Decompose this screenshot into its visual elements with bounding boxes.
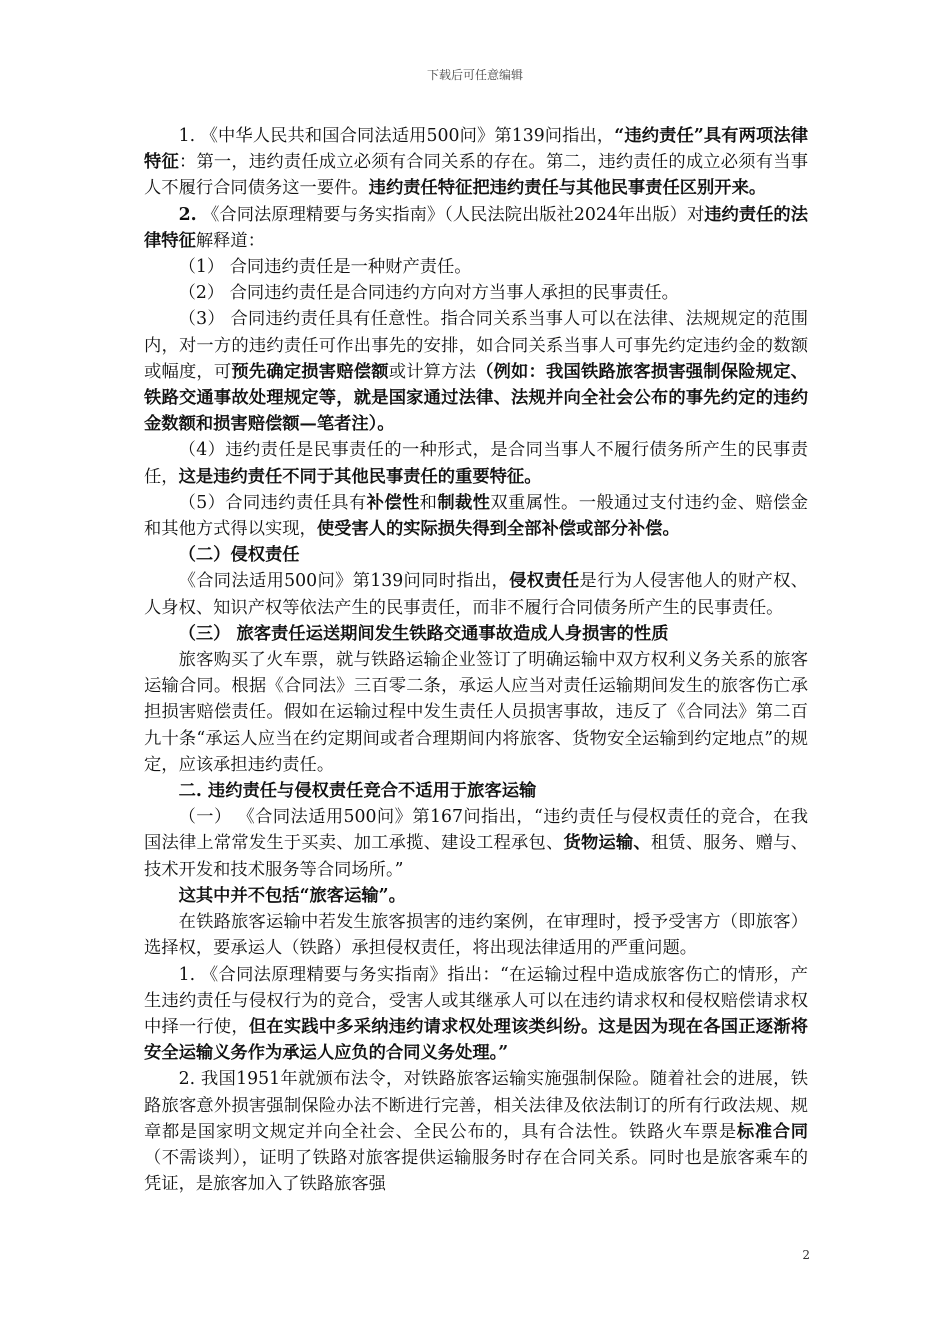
paragraph (144, 490, 808, 542)
text-run: （2） 合同违约责任是合同违约方向对方当事人承担的民事责任。 (178, 283, 679, 304)
paragraph (144, 123, 808, 202)
bold-text-run: 制裁性 (437, 492, 491, 513)
bold-text-run: 但在实践中多采纳违约请求权处理该类纠纷。这是因为现在各国正逐渐将安全运输义务作为承运人应负的合同义务处理。” (144, 1016, 808, 1064)
document-body (144, 123, 808, 1197)
page-header: 下载后可任意编辑 (426, 68, 523, 82)
bold-text-run: 这其中并不包括“旅客运输”。 (178, 885, 406, 906)
paragraph (144, 909, 808, 961)
text-run: 在铁路旅客运输中若发生旅客损害的违约案例，在审理时，授予受害方（即旅客）选择权，要承运人（铁路）承担侵权责任，将出现法律适用的严重问题。 (144, 912, 808, 959)
paragraph (144, 280, 808, 306)
paragraph (144, 883, 808, 909)
text-run: （1） 合同违约责任是一种财产责任。 (178, 257, 472, 278)
bold-text-run: 预先确定损害赔偿额 (231, 361, 389, 382)
text-run: （不需谈判），证明了铁路对旅客提供运输服务时存在合同关系。同时也是旅客乘车的凭证，是旅客加入了铁路旅客强 (144, 1147, 808, 1195)
bold-text-run: （例如：我国铁路旅客损害强制保险规定、铁路交通事故处理规定等，就是国家通过法律、法规并向全社会公布的事先约定的违约金数额和损害赔偿额—笔者注）。 (144, 361, 808, 435)
bold-text-run: 补偿性 (366, 492, 420, 513)
page-number: 2 (802, 1248, 810, 1262)
text-run: （5）合同违约责任具有 (178, 492, 367, 513)
text-run: （一） 《合同法适用500问》第167问指出，“违约责任与侵权责任的竞合，在我国法律上常常发生于买卖、加工承揽、建设工程承包、 (144, 807, 808, 854)
paragraph (144, 962, 808, 1067)
paragraph (144, 437, 808, 489)
bold-text-run: 标准合同 (736, 1121, 808, 1142)
bold-text-run: 货物运输、 (563, 833, 651, 854)
paragraph (144, 647, 808, 778)
text-run: 1. 《合同法原理精要与务实指南》指出：“在运输过程中造成旅客伤亡的情形，产生违约责任与侵权行为的竞合，受害人或其继承人可以在违约请求权和侵权赔偿请求权中择一行使， (144, 964, 808, 1037)
paragraph (144, 568, 808, 620)
bold-text-run: 2. (178, 204, 197, 225)
bold-text-run: （三） 旅客责任运送期间发生铁路交通事故造成人身损害的性质 (178, 623, 669, 644)
paragraph (144, 542, 808, 568)
bold-text-run: 使受害人的实际损失得到全部补偿或部分补偿。 (316, 519, 680, 540)
bold-text-run: （二）侵权责任 (178, 545, 300, 566)
text-run: 是行为人侵害他人的财产权、人身权、知识产权等依法产生的民事责任，而非不履行合同债务所产生的民事责任。 (144, 571, 808, 618)
text-run: 和 (419, 492, 438, 513)
text-run: 《合同法适用500问》第139问同时指出， (178, 571, 510, 592)
text-run: 解释道： (195, 230, 265, 251)
paragraph (144, 254, 808, 280)
bold-text-run: “违约责任”具有两项法律特征 (144, 126, 809, 173)
paragraph (144, 778, 808, 804)
bold-text-run: 侵权责任 (509, 571, 580, 592)
text-run: 旅客购买了火车票，就与铁路运输企业签订了明确运输中双方权利义务关系的旅客运输合同。根据《合同法》三百零二条，承运人应当对责任运输期间发生的旅客伤亡承担损害赔偿责任。假如在运输过程中发生责任人员损害事故，违反了《合同法》第二百九十条“承运人应当在约定期间或者合理期间内将旅客、货物安全运输到约定地点”的规定，应该承担违约责任。 (144, 650, 808, 775)
paragraph (144, 202, 808, 254)
text-run: ：第一，违约责任成立必须有合同关系的存在。第二，违约责任的成立必须有当事人不履行合同债务这一要件。 (144, 152, 808, 199)
paragraph (144, 804, 808, 883)
text-run: 或计算方法 (388, 361, 477, 382)
bold-text-run: 违约责任的法律特征 (144, 204, 808, 251)
text-run: 租赁、服务、赠与、技术开发和技术服务等合同场所。” (144, 833, 808, 880)
text-run: 1. 《中华人民共和国合同法适用500问》第139问指出， (178, 126, 615, 146)
paragraph (144, 306, 808, 437)
text-run: 2. 我国1951年就颁布法令，对铁路旅客运输实施强制保险。随着社会的进展，铁路旅客意外损害强制保险办法不断进行完善，相关法律及依法制订的所有行政法规、规章都是国家明文规定并向全社会、全民公布的，具有合法性。铁路火车票是 (144, 1069, 808, 1142)
bold-text-run: 违约责任特征把违约责任与其他民事责任区别开来。 (368, 178, 767, 199)
bold-text-run: 二. 违约责任与侵权责任竞合不适用于旅客运输 (178, 781, 537, 802)
text-run: 双重属性。一般通过支付违约金、赔偿金和其他方式得以实现， (144, 492, 808, 540)
paragraph (144, 1066, 808, 1197)
text-run: （4）违约责任是民事责任的一种形式，是合同当事人不履行债务所产生的民事责任， (144, 440, 808, 487)
bold-text-run: 这是违约责任不同于其他民事责任的重要特征。 (178, 466, 542, 487)
text-run: 《合同法原理精要与务实指南》（人民法院出版社2024年出版）对 (196, 204, 705, 225)
text-run: （3） 合同违约责任具有任意性。指合同关系当事人可以在法律、法规规定的范围内，对一方的违约责任可作出事先的安排，如合同关系当事人可事先约定违约金的数额或幅度，可 (144, 309, 808, 382)
paragraph (144, 621, 808, 647)
